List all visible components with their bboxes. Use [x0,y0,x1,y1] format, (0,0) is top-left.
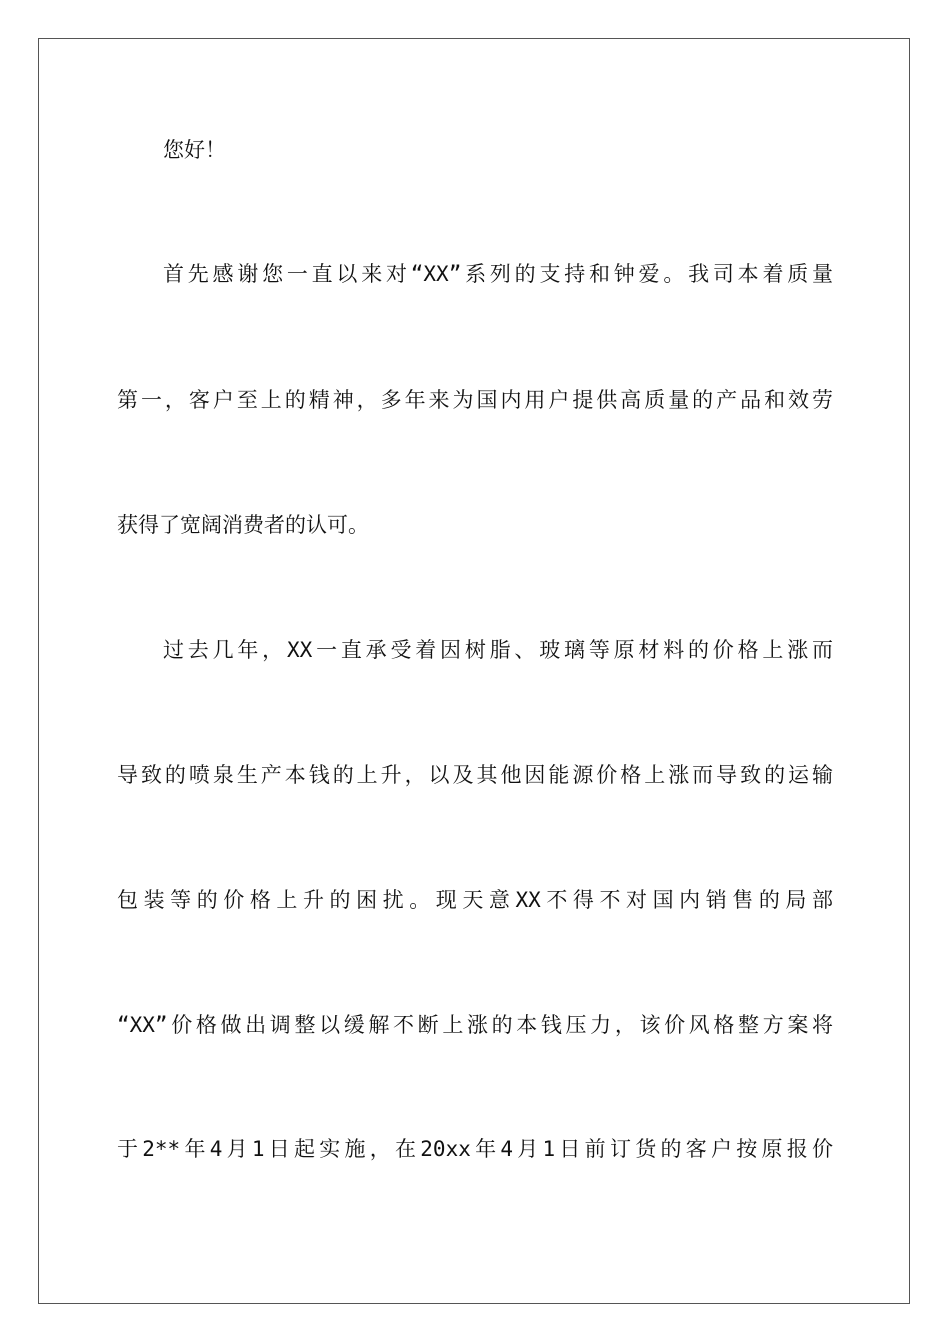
paragraph-line: 导致的喷泉生产本钱的上升，以及其他因能源价格上涨而导致的运输 [117,763,833,787]
paragraph-line: 首先感谢您一直以来对“XX”系列的支持和钟爱。我司本着质量 [163,262,833,286]
paragraph-line: 于2**年4月1日起实施，在20xx年4月1日前订货的客户按原报价 [117,1137,833,1161]
paragraph-line: 包装等的价格上升的困扰。现天意XX不得不对国内销售的局部 [117,888,833,912]
paragraph-line: 第一，客户至上的精神，多年来为国内用户提供高质量的产品和效劳 [117,388,833,412]
greeting-line: 您好！ [163,138,226,162]
paragraph-line: “XX”价格做出调整以缓解不断上涨的本钱压力，该价风格整方案将 [117,1013,833,1037]
paragraph-line: 过去几年，XX一直承受着因树脂、玻璃等原材料的价格上涨而 [163,638,833,662]
page-border [38,38,910,1304]
paragraph-line: 获得了宽阔消费者的认可。 [117,513,369,537]
